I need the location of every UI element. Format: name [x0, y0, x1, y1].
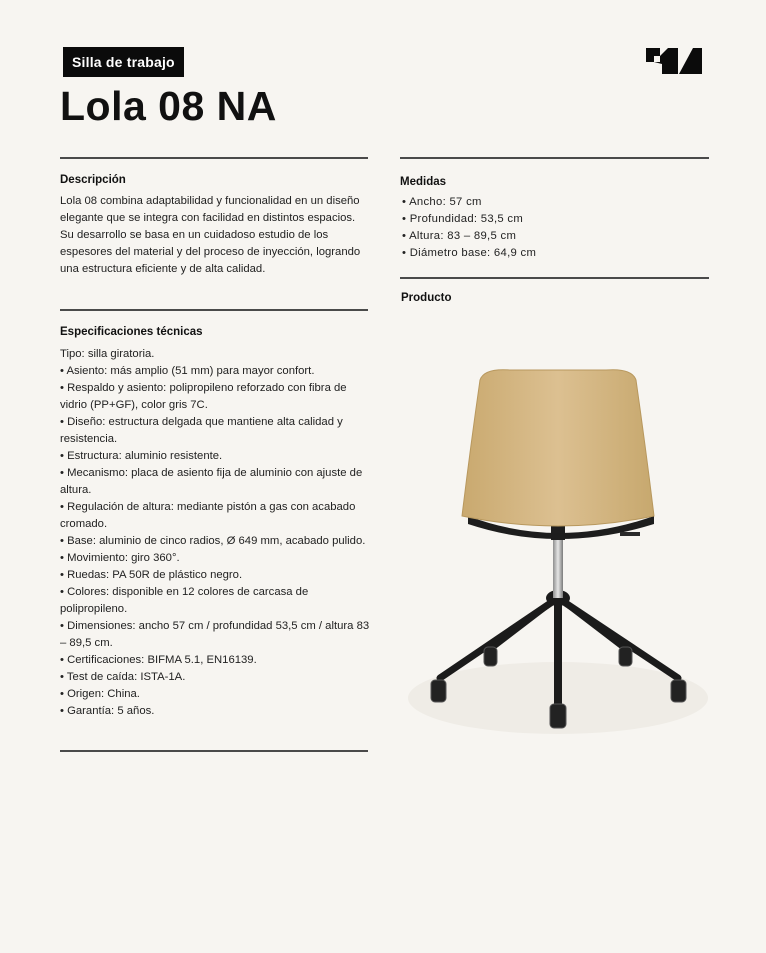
divider: [400, 157, 709, 159]
spec-item: • Certificaciones: BIFMA 5.1, EN16139.: [60, 654, 257, 666]
spec-item: • Movimiento: giro 360°.: [60, 552, 180, 564]
measure-item: • Altura: 83 – 89,5 cm: [402, 230, 517, 242]
page-title: Lola 08 NA: [60, 83, 277, 129]
divider: [60, 309, 368, 311]
description-text: [60, 193, 372, 278]
specs-heading: Especificaciones técnicas: [60, 326, 203, 338]
spec-item: • Test de caída: ISTA-1A.: [60, 671, 186, 683]
spec-item: • Asiento: más amplio (51 mm) para mayor confort.: [60, 365, 315, 377]
divider: [60, 750, 368, 752]
measures-heading: Medidas: [400, 176, 447, 188]
measures-list: [402, 194, 536, 262]
spec-item: • Estructura: aluminio resistente.: [60, 450, 223, 462]
spec-item: • Base: aluminio de cinco radios, Ø 649 mm, acabado pulido.: [60, 535, 366, 547]
brand-logo-icon: [646, 48, 702, 74]
spec-item: • Diseño: estructura delgada que mantiene alta calidad y resistencia.: [60, 416, 343, 445]
spec-item: • Regulación de altura: mediante pistón a gas con acabado cromado.: [60, 501, 356, 530]
spec-item: • Dimensiones: ancho 57 cm / profundidad 53,5 cm / altura 83 – 89,5 cm.: [60, 620, 370, 649]
specs-list: [60, 363, 372, 720]
chair-illustration: [400, 340, 720, 750]
measure-item: • Ancho: 57 cm: [402, 196, 482, 208]
spec-item: • Colores: disponible en 12 colores de carcasa de polipropileno.: [60, 586, 309, 615]
description-paragraph: Lola 08 combina adaptabilidad y funcionalidad en un diseño elegante que se integra con facilidad en distintos espacios. Su desarrollo se basa en un cuidadoso estudio de los espesores del material y del proceso de inyección, logrando una estructura eficiente y de alta calidad.: [60, 195, 361, 275]
specs-block: [60, 346, 372, 720]
spec-type-line: Tipo: silla giratoria.: [60, 348, 155, 360]
description-heading: Descripción: [60, 174, 126, 186]
spec-item: • Origen: China.: [60, 688, 140, 700]
divider: [60, 157, 368, 159]
product-heading: Producto: [401, 292, 452, 304]
spec-item: • Mecanismo: placa de asiento fija de aluminio con ajuste de altura.: [60, 467, 363, 496]
spec-item: • Respaldo y asiento: polipropileno reforzado con fibra de vidrio (PP+GF), color gris 7C.: [60, 382, 347, 411]
product-image: [400, 340, 720, 750]
category-badge: Silla de trabajo: [63, 47, 184, 77]
spec-item: • Ruedas: PA 50R de plástico negro.: [60, 569, 243, 581]
measure-item: • Diámetro base: 64,9 cm: [402, 247, 537, 259]
divider: [400, 277, 709, 279]
measure-item: • Profundidad: 53,5 cm: [402, 213, 524, 225]
spec-item: • Garantía: 5 años.: [60, 705, 155, 717]
